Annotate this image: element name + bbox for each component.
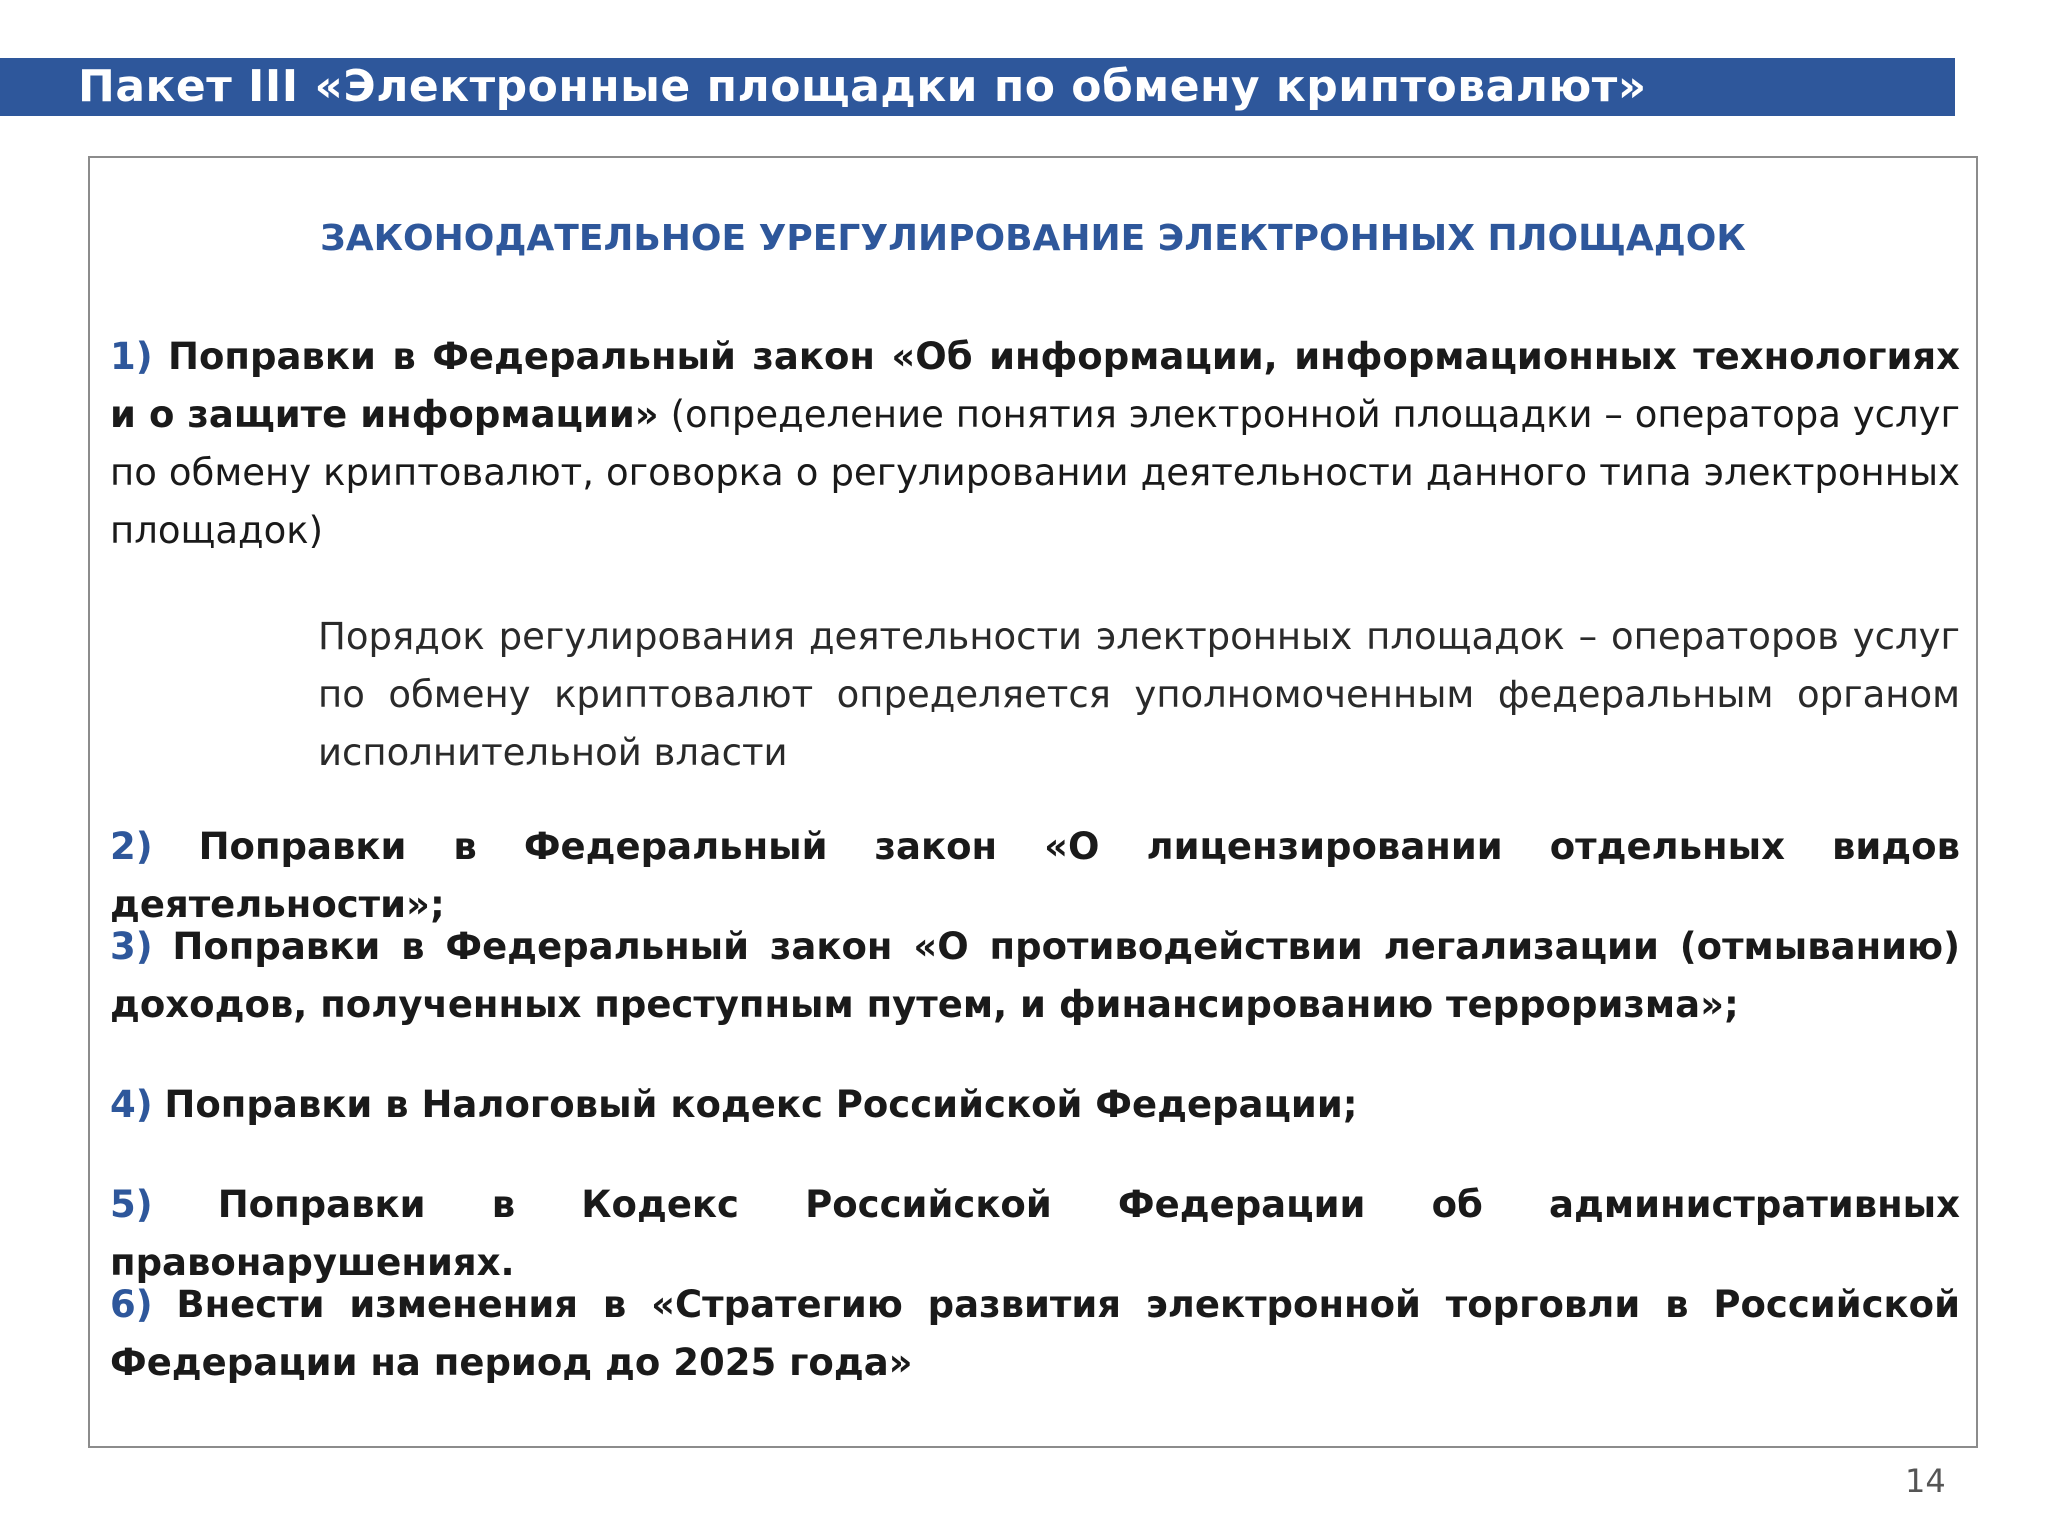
list-item-1 bbox=[110, 328, 1960, 560]
indented-note: Порядок регулирования деятельности электронных площадок – операторов услуг по обмену криптовалют определяется уполномоченным федеральным органом исполнительной власти bbox=[318, 615, 1960, 774]
list-item-bold-text: Поправки в Федеральный закон «О лицензировании отдельных видов деятельности»; bbox=[110, 825, 1961, 926]
list-item-4 bbox=[110, 1076, 1960, 1134]
page-title: Пакет III «Электронные площадки по обмену криптовалют» bbox=[78, 61, 1647, 112]
list-item-bold-text: Поправки в Кодекс Российской Федерации об административных правонарушениях. bbox=[110, 1183, 1961, 1284]
list-item-bold-text: Поправки в Налоговый кодекс Российской Федерации; bbox=[164, 1083, 1358, 1126]
list-item-number: 1) bbox=[110, 335, 153, 378]
list-item-2 bbox=[110, 818, 1960, 934]
list-item-number: 2) bbox=[110, 825, 153, 868]
list-item-number: 3) bbox=[110, 925, 153, 968]
list-item-6 bbox=[110, 1276, 1960, 1392]
page-number: 14 bbox=[1905, 1462, 1946, 1500]
list-item-5 bbox=[110, 1176, 1960, 1292]
list-item-number: 4) bbox=[110, 1083, 153, 1126]
section-subtitle: ЗАКОНОДАТЕЛЬНОЕ УРЕГУЛИРОВАНИЕ ЭЛЕКТРОННЫХ ПЛОЩАДОК bbox=[320, 218, 1746, 259]
title-bar bbox=[0, 58, 1955, 116]
content-box bbox=[88, 156, 1978, 1448]
list-item-number: 5) bbox=[110, 1183, 153, 1226]
list-item-bold-text: Внести изменения в «Стратегию развития электронной торговли в Российской Федерации на период до 2025 года» bbox=[110, 1283, 1961, 1384]
list-item-bold-text: Поправки в Федеральный закон «О противодействии легализации (отмыванию) доходов, полученных преступным путем, и финансированию терроризма»; bbox=[110, 925, 1960, 1026]
list-item-bold-text: Поправки в Федеральный закон «Об информации, информационных технологиях и о защите информации» bbox=[110, 335, 1960, 436]
list-item-number: 6) bbox=[110, 1283, 153, 1326]
list-item-3 bbox=[110, 918, 1960, 1034]
list-item-regular-text: (определение понятия электронной площадки – оператора услуг по обмену криптовалют, оговорка о регулировании деятельности данного типа электронных площадок) bbox=[110, 393, 1960, 552]
